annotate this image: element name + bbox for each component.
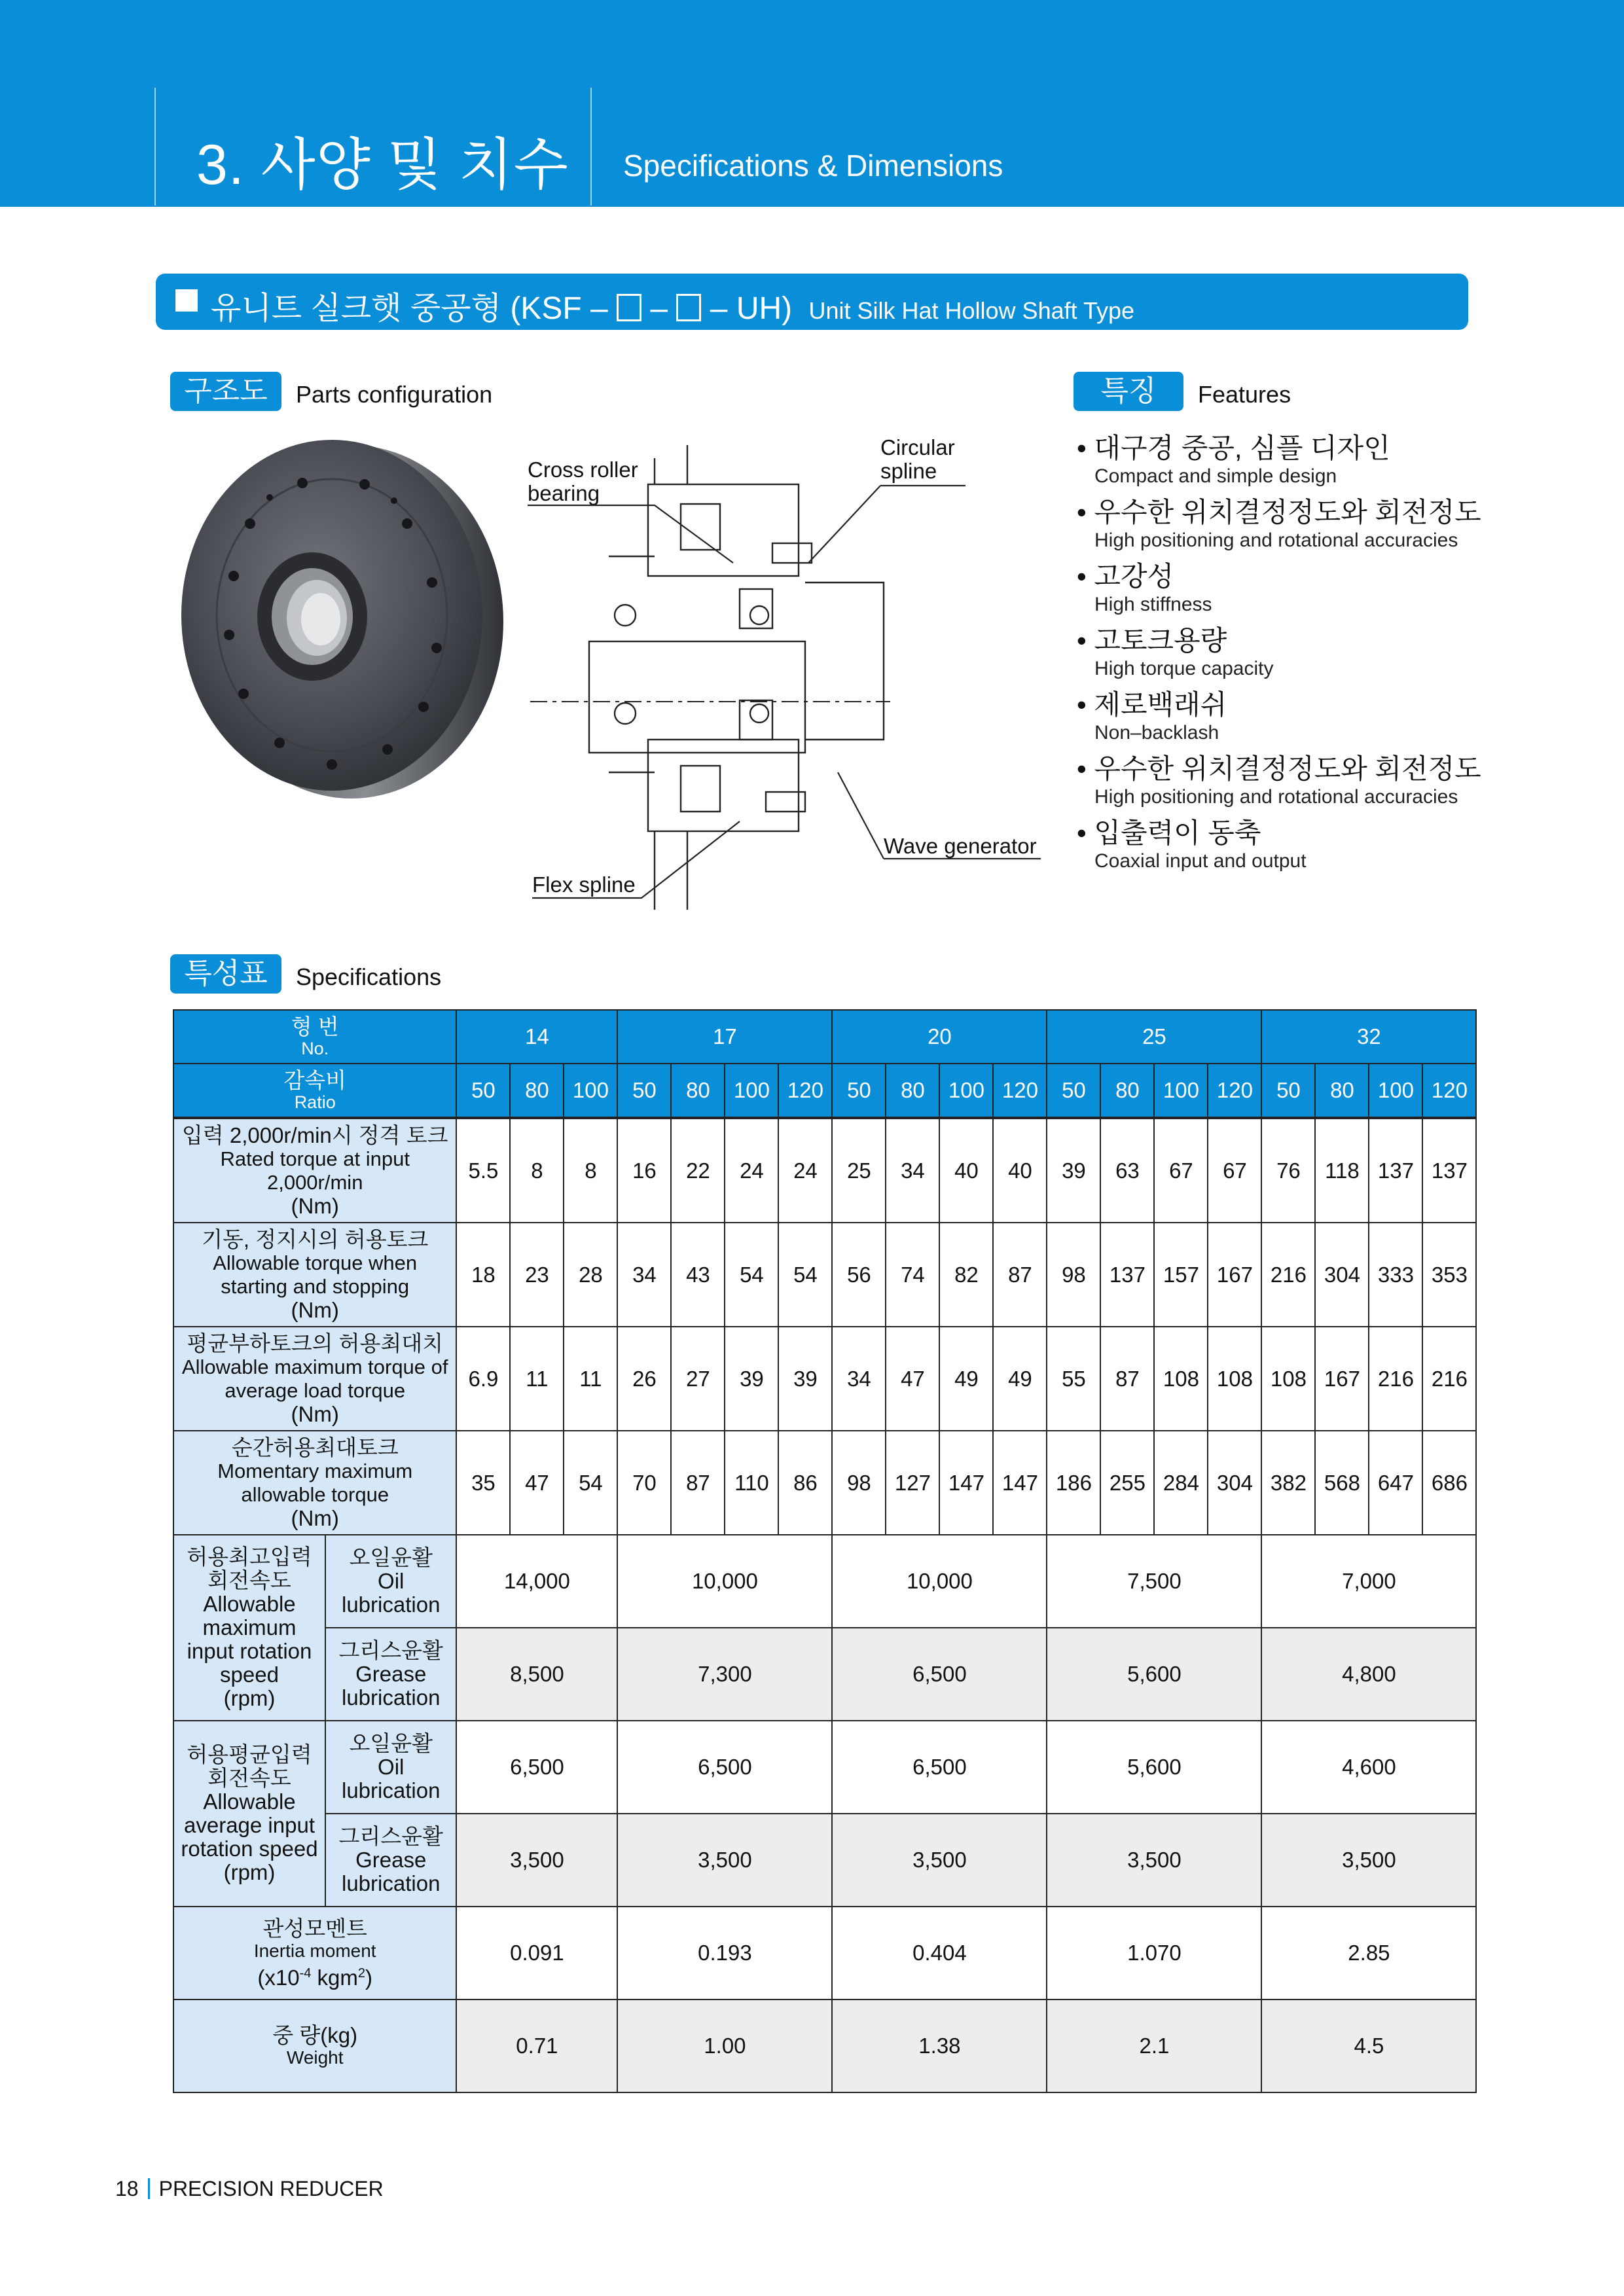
features-pill: 특징 — [1074, 372, 1183, 411]
row-header: 기동, 정지시의 허용토크 Allowable torque when starting and stopping (Nm) — [173, 1223, 456, 1327]
value-cell: 304 — [1315, 1223, 1369, 1327]
value-cell: 304 — [1208, 1431, 1261, 1535]
value-cell: 87 — [993, 1223, 1047, 1327]
value-cell: 5.5 — [456, 1118, 510, 1223]
table-row — [173, 1118, 1476, 1223]
ratio-value: 80 — [671, 1064, 725, 1118]
value-cell: 7,300 — [617, 1628, 832, 1721]
value-cell: 108 — [1154, 1327, 1208, 1431]
value-cell: 5,600 — [1047, 1628, 1261, 1721]
value-cell: 284 — [1154, 1431, 1208, 1535]
value-cell: 16 — [617, 1118, 671, 1223]
footer-title: PRECISION REDUCER — [158, 2177, 384, 2200]
feature-item: • 제로백래쉬 Non–backlash — [1077, 689, 1227, 744]
row-header: 평균부하토크의 허용최대치 Allowable maximum torque of average load torque (Nm) — [173, 1327, 456, 1431]
feature-item: • 우수한 위치결정정도와 회전정도 High positioning and rotational accuracies — [1077, 497, 1481, 551]
value-cell: 568 — [1315, 1431, 1369, 1535]
value-cell: 67 — [1208, 1118, 1261, 1223]
ratio-value: 80 — [510, 1064, 564, 1118]
value-cell: 54 — [564, 1431, 617, 1535]
value-cell: 76 — [1261, 1118, 1315, 1223]
inertia-unit: ($x10^{-4}$ kgm$^2$) — [257, 1965, 373, 1990]
value-cell: 0.193 — [617, 1907, 832, 2000]
page-footer — [115, 2177, 384, 2201]
oil-lubrication-label: 오일윤활 Oil lubrication — [325, 1535, 456, 1628]
value-cell: 47 — [886, 1327, 939, 1431]
ratio-value: 50 — [617, 1064, 671, 1118]
value-cell: 8 — [564, 1118, 617, 1223]
features-label: Features — [1198, 381, 1291, 408]
value-cell: 1.00 — [617, 2000, 832, 2092]
page-title: 3. 사양 및 치수 — [196, 134, 569, 196]
value-cell: 55 — [1047, 1327, 1100, 1431]
cross-roller-bearing-label: Cross roller bearing — [528, 457, 638, 505]
value-cell: 216 — [1422, 1327, 1476, 1431]
model-number: 20 — [832, 1010, 1047, 1064]
grease-lubrication-label: 그리스윤활 Grease lubrication — [325, 1628, 456, 1721]
value-cell: 24 — [778, 1118, 832, 1223]
value-cell: 186 — [1047, 1431, 1100, 1535]
value-cell: 24 — [725, 1118, 778, 1223]
ratio-value: 100 — [1154, 1064, 1208, 1118]
ratio-value: 100 — [1369, 1064, 1422, 1118]
value-cell: 26 — [617, 1327, 671, 1431]
value-cell: 333 — [1369, 1223, 1422, 1327]
ratio-value: 120 — [1422, 1064, 1476, 1118]
value-cell: 7,000 — [1261, 1535, 1476, 1628]
value-cell: 40 — [993, 1118, 1047, 1223]
ratio-value: 120 — [993, 1064, 1047, 1118]
value-cell: 4.5 — [1261, 2000, 1476, 2092]
table-row — [173, 1907, 1476, 2000]
ratio-value: 50 — [1261, 1064, 1315, 1118]
row-header: 허용최고입력 회전속도 Allowable maximum input rotation speed (rpm) — [173, 1535, 325, 1721]
value-cell: 6,500 — [832, 1628, 1047, 1721]
value-cell: 255 — [1100, 1431, 1154, 1535]
value-cell: 63 — [1100, 1118, 1154, 1223]
value-cell: 8,500 — [456, 1628, 617, 1721]
value-cell: 27 — [671, 1327, 725, 1431]
value-cell: 87 — [1100, 1327, 1154, 1431]
value-cell: 67 — [1154, 1118, 1208, 1223]
value-cell: 147 — [939, 1431, 993, 1535]
table-row — [173, 1431, 1476, 1535]
value-cell: 86 — [778, 1431, 832, 1535]
value-cell: 137 — [1422, 1118, 1476, 1223]
circular-spline-label: Circular spline — [880, 435, 955, 483]
value-cell: 10,000 — [617, 1535, 832, 1628]
table-row — [173, 1535, 1476, 1628]
value-cell: 49 — [939, 1327, 993, 1431]
value-cell: 35 — [456, 1431, 510, 1535]
value-cell: 1.38 — [832, 2000, 1047, 2092]
page-subtitle: Specifications & Dimensions — [623, 149, 1003, 183]
ratio-value: 80 — [1100, 1064, 1154, 1118]
wave-generator-label: Wave generator — [884, 834, 1037, 858]
ratio-value: 100 — [939, 1064, 993, 1118]
table-row — [173, 1628, 1476, 1721]
value-cell: 5,600 — [1047, 1721, 1261, 1814]
value-cell: 8 — [510, 1118, 564, 1223]
value-cell: 34 — [832, 1327, 886, 1431]
ratio-value: 80 — [886, 1064, 939, 1118]
value-cell: 7,500 — [1047, 1535, 1261, 1628]
value-cell: 216 — [1369, 1327, 1422, 1431]
ratio-value: 120 — [778, 1064, 832, 1118]
section-title: 유니트 실크햇 중공형 (KSF – – – UH) Unit Silk Hat Hollow Shaft Type — [211, 291, 1135, 326]
ratio-header: 감속비 Ratio — [173, 1064, 456, 1118]
ratio-row — [173, 1064, 1476, 1118]
parts-pill: 구조도 — [170, 372, 281, 411]
value-cell: 167 — [1315, 1327, 1369, 1431]
value-cell: 25 — [832, 1118, 886, 1223]
value-cell: 22 — [671, 1118, 725, 1223]
value-cell: 82 — [939, 1223, 993, 1327]
value-cell: 127 — [886, 1431, 939, 1535]
oil-lubrication-label: 오일윤활 Oil lubrication — [325, 1721, 456, 1814]
value-cell: 2.85 — [1261, 1907, 1476, 2000]
table-row — [173, 1814, 1476, 1907]
parts-label: Parts configuration — [296, 381, 493, 408]
value-cell: 108 — [1261, 1327, 1315, 1431]
value-cell: 47 — [510, 1431, 564, 1535]
value-cell: 98 — [832, 1431, 886, 1535]
value-cell: 118 — [1315, 1118, 1369, 1223]
value-cell: 34 — [617, 1223, 671, 1327]
features-list — [1077, 432, 1600, 881]
value-cell: 6,500 — [617, 1721, 832, 1814]
value-cell: 382 — [1261, 1431, 1315, 1535]
value-cell: 39 — [725, 1327, 778, 1431]
table-row — [173, 2000, 1476, 2092]
model-number: 32 — [1261, 1010, 1476, 1064]
value-cell: 39 — [778, 1327, 832, 1431]
row-header: 순간허용최대토크 Momentary maximum allowable torque (Nm) — [173, 1431, 456, 1535]
table-row — [173, 1223, 1476, 1327]
ratio-value: 100 — [564, 1064, 617, 1118]
ratio-value: 80 — [1315, 1064, 1369, 1118]
value-cell: 647 — [1369, 1431, 1422, 1535]
value-cell: 0.71 — [456, 2000, 617, 2092]
value-cell: 157 — [1154, 1223, 1208, 1327]
value-cell: 3,500 — [1261, 1814, 1476, 1907]
value-cell: 108 — [1208, 1327, 1261, 1431]
value-cell: 56 — [832, 1223, 886, 1327]
row-header: 허용평균입력 회전속도 Allowable average input rotation speed (rpm) — [173, 1721, 325, 1907]
value-cell: 4,800 — [1261, 1628, 1476, 1721]
value-cell: 2.1 — [1047, 2000, 1261, 2092]
value-cell: 4,600 — [1261, 1721, 1476, 1814]
footer-divider — [148, 2178, 150, 2199]
value-cell: 49 — [993, 1327, 1047, 1431]
feature-item: • 우수한 위치결정정도와 회전정도 High positioning and rotational accuracies — [1077, 753, 1481, 808]
value-cell: 1.070 — [1047, 1907, 1261, 2000]
value-cell: 0.091 — [456, 1907, 617, 2000]
value-cell: 0.404 — [832, 1907, 1047, 2000]
table-row — [173, 1327, 1476, 1431]
value-cell: 11 — [564, 1327, 617, 1431]
ratio-value: 120 — [1208, 1064, 1261, 1118]
specs-label: Specifications — [296, 963, 442, 990]
model-number: 25 — [1047, 1010, 1261, 1064]
value-cell: 18 — [456, 1223, 510, 1327]
flex-spline-label: Flex spline — [532, 872, 636, 897]
value-cell: 39 — [1047, 1118, 1100, 1223]
ratio-value: 50 — [1047, 1064, 1100, 1118]
value-cell: 54 — [725, 1223, 778, 1327]
value-cell: 34 — [886, 1118, 939, 1223]
row-header: 중 량(kg) Weight — [173, 2000, 456, 2092]
value-cell: 6,500 — [456, 1721, 617, 1814]
row-header: 관성모멘트 Inertia moment ($x10^{-4}$ kgm$^2$) — [173, 1907, 456, 2000]
ratio-value: 50 — [832, 1064, 886, 1118]
value-cell: 3,500 — [617, 1814, 832, 1907]
value-cell: 54 — [778, 1223, 832, 1327]
grease-lubrication-label: 그리스윤활 Grease lubrication — [325, 1814, 456, 1907]
model-header: 형 번 No. — [173, 1010, 456, 1064]
value-cell: 6.9 — [456, 1327, 510, 1431]
value-cell: 11 — [510, 1327, 564, 1431]
page-number: 18 — [115, 2177, 139, 2200]
value-cell: 686 — [1422, 1431, 1476, 1535]
value-cell: 70 — [617, 1431, 671, 1535]
value-cell: 87 — [671, 1431, 725, 1535]
model-row — [173, 1010, 1476, 1064]
value-cell: 167 — [1208, 1223, 1261, 1327]
value-cell: 216 — [1261, 1223, 1315, 1327]
value-cell: 3,500 — [456, 1814, 617, 1907]
row-header: 입력 2,000r/min시 정격 토크 Rated torque at input 2,000r/min (Nm) — [173, 1118, 456, 1223]
value-cell: 137 — [1100, 1223, 1154, 1327]
model-number: 17 — [617, 1010, 832, 1064]
specifications-table — [173, 1009, 1477, 2093]
specs-pill: 특성표 — [170, 954, 281, 994]
section-title-en: Unit Silk Hat Hollow Shaft Type — [808, 297, 1135, 324]
value-cell: 98 — [1047, 1223, 1100, 1327]
value-cell: 353 — [1422, 1223, 1476, 1327]
value-cell: 10,000 — [832, 1535, 1047, 1628]
model-number: 14 — [456, 1010, 617, 1064]
value-cell: 110 — [725, 1431, 778, 1535]
value-cell: 74 — [886, 1223, 939, 1327]
value-cell: 6,500 — [832, 1721, 1047, 1814]
value-cell: 28 — [564, 1223, 617, 1327]
feature-item: • 대구경 중공, 심플 디자인 Compact and simple design — [1077, 433, 1390, 487]
ratio-value: 100 — [725, 1064, 778, 1118]
ratio-value: 50 — [456, 1064, 510, 1118]
feature-item: • 고토크용량 High torque capacity — [1077, 625, 1274, 679]
value-cell: 43 — [671, 1223, 725, 1327]
feature-item: • 고강성 High stiffness — [1077, 561, 1212, 615]
value-cell: 14,000 — [456, 1535, 617, 1628]
value-cell: 3,500 — [832, 1814, 1047, 1907]
table-row — [173, 1721, 1476, 1814]
value-cell: 137 — [1369, 1118, 1422, 1223]
feature-item: • 입출력이 동축 Coaxial input and output — [1077, 817, 1307, 872]
value-cell: 23 — [510, 1223, 564, 1327]
value-cell: 147 — [993, 1431, 1047, 1535]
value-cell: 40 — [939, 1118, 993, 1223]
value-cell: 3,500 — [1047, 1814, 1261, 1907]
